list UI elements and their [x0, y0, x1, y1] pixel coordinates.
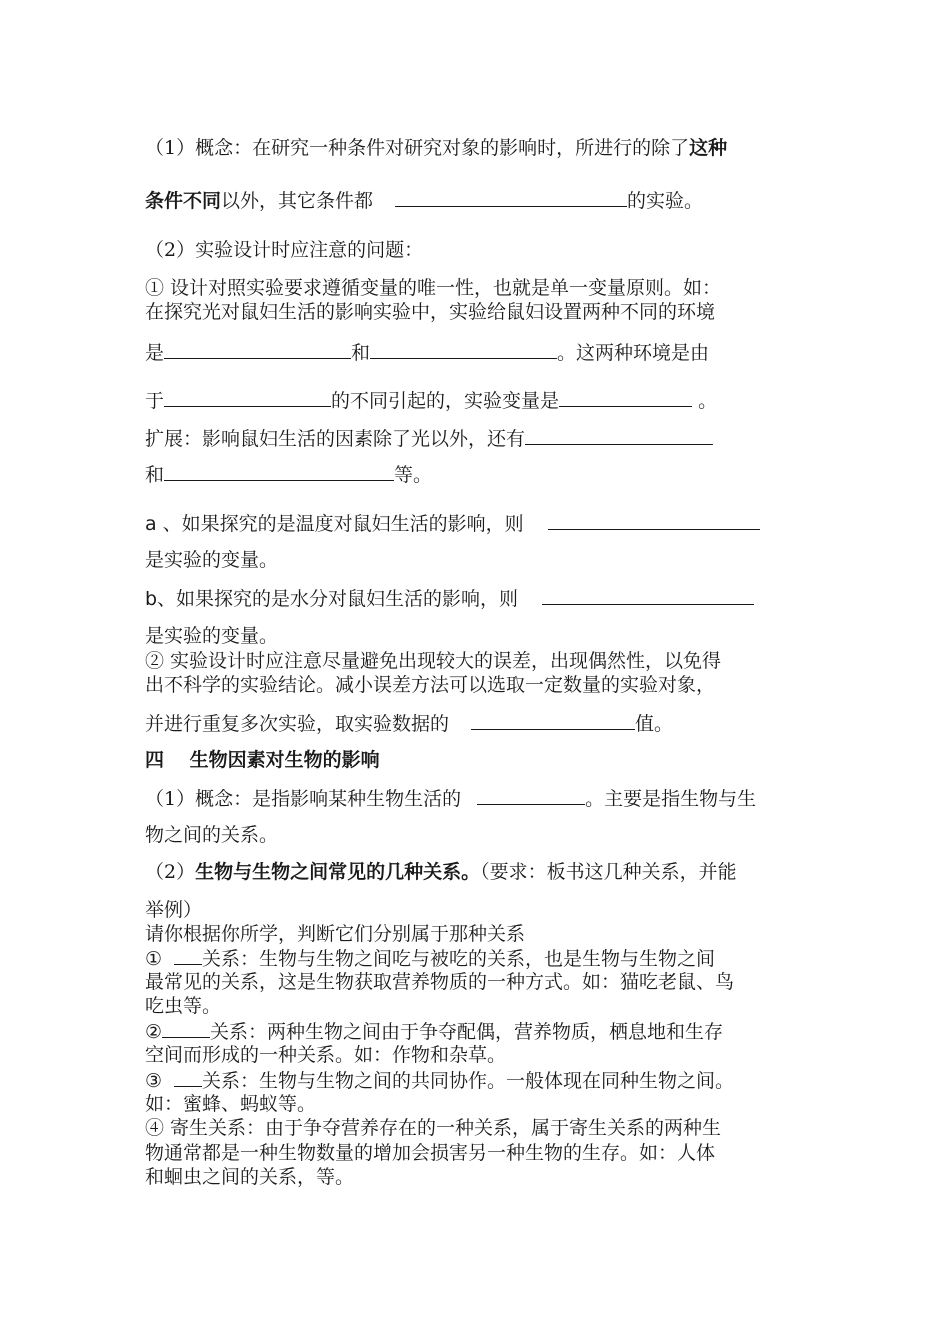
text: 和 — [351, 342, 371, 364]
bold-text: 生物与生物之间常见的几种关系。 — [195, 861, 481, 883]
paragraph-line — [145, 786, 756, 811]
paragraph-line — [145, 276, 721, 300]
paragraph-line — [145, 673, 715, 697]
text: ① — [145, 948, 163, 970]
paragraph-line — [145, 1092, 316, 1116]
text: 扩展：影响鼠妇生活的因素除了光以外，还有 — [145, 428, 526, 450]
text: 的不同引起的，实验变量是 — [331, 390, 560, 412]
paragraph-line — [145, 1043, 506, 1067]
answer-blank[interactable] — [559, 388, 692, 407]
text: ④ 寄生关系：由于争夺营养存在的一种关系，属于寄生关系的两种生 — [145, 1117, 722, 1139]
paragraph-line — [145, 922, 525, 946]
paragraph-line — [145, 586, 754, 611]
text: 举例） — [145, 899, 203, 921]
text: 的实验。 — [627, 190, 704, 212]
paragraph-line — [145, 970, 734, 994]
answer-blank[interactable] — [395, 188, 627, 207]
answer-blank[interactable] — [164, 388, 331, 407]
text: 关系：生物与生物之间吃与被吃的关系，也是生物与生物之间 — [202, 948, 716, 970]
text: 。 — [692, 390, 718, 412]
text: a 、如果探究的是温度对鼠妇生活的影响，则 — [145, 513, 524, 535]
paragraph-line — [145, 898, 202, 922]
bold-text: 这种 — [689, 137, 728, 159]
paragraph-line — [145, 426, 713, 451]
paragraph-line — [145, 1116, 721, 1140]
text: （2）实验设计时应注意的问题： — [145, 239, 424, 261]
paragraph-line — [145, 1141, 715, 1165]
paragraph-line — [145, 300, 715, 324]
paragraph-line — [145, 946, 715, 971]
text: b、如果探究的是水分对鼠妇生活的影响，则 — [145, 588, 519, 610]
answer-blank[interactable] — [525, 426, 713, 445]
answer-blank[interactable] — [370, 340, 557, 359]
text: 等。 — [394, 464, 433, 486]
answer-blank[interactable] — [164, 340, 351, 359]
paragraph-line — [145, 1019, 723, 1044]
paragraph-line — [145, 649, 721, 673]
paragraph-line — [145, 462, 432, 487]
text: 和 — [145, 464, 165, 486]
paragraph-line — [145, 188, 703, 213]
text: （1）概念：是指影响某种生物生活的 — [145, 788, 462, 810]
text: 吃虫等。 — [145, 995, 222, 1017]
answer-blank[interactable] — [542, 586, 754, 605]
text: 关系：生物与生物之间的共同协作。一般体现在同种生物之间。 — [202, 1070, 735, 1092]
text: ① 设计对照实验要求遵循变量的唯一性，也就是单一变量原则。如： — [145, 277, 722, 299]
text: 物通常都是一种生物数量的增加会损害另一种生物的生存。如：人体 — [145, 1142, 716, 1164]
text: 关系：两种生物之间由于争夺配偶，营养物质，栖息地和生存 — [210, 1021, 724, 1043]
answer-blank[interactable] — [162, 1019, 210, 1038]
heading-text: 四 生物因素对生物的影响 — [145, 749, 380, 771]
paragraph-line — [145, 1068, 734, 1093]
paragraph-line — [145, 388, 717, 413]
text: ② 实验设计时应注意尽量避免出现较大的误差，出现偶然性，以免得 — [145, 650, 722, 672]
text: 如：蜜蜂、蚂蚁等。 — [145, 1093, 317, 1115]
answer-blank[interactable] — [174, 946, 202, 965]
paragraph-line — [145, 340, 709, 365]
text: 是 — [145, 342, 165, 364]
paragraph-line — [145, 624, 278, 648]
text: 请你根据你所学，判断它们分别属于那种关系 — [145, 923, 526, 945]
answer-blank[interactable] — [548, 511, 760, 530]
text: （2） — [145, 861, 196, 883]
text: 以外，其它条件都 — [221, 190, 374, 212]
text: 最常见的关系，这是生物获取营养物质的一种方式。如：猫吃老鼠、鸟 — [145, 971, 735, 993]
answer-blank[interactable] — [164, 462, 394, 481]
text: 并进行重复多次实验，取实验数据的 — [145, 713, 450, 735]
text: （1）概念：在研究一种条件对研究对象的影响时，所进行的除了 — [145, 137, 690, 159]
text: ② — [145, 1021, 163, 1043]
text: ③ — [145, 1070, 163, 1092]
text: 物之间的关系。 — [145, 824, 279, 846]
paragraph-line — [145, 711, 673, 736]
paragraph-line — [145, 860, 737, 884]
text: 和蛔虫之间的关系，等。 — [145, 1166, 355, 1188]
text: （要求：板书这几种关系，并能 — [480, 861, 737, 883]
answer-blank[interactable] — [471, 711, 635, 730]
paragraph-line — [145, 238, 423, 262]
text: 。主要是指生物与生 — [585, 788, 757, 810]
text: 是实验的变量。 — [145, 549, 279, 571]
text: 空间而形成的一种关系。如：作物和杂草。 — [145, 1044, 507, 1066]
text: 是实验的变量。 — [145, 625, 279, 647]
paragraph-line — [145, 994, 221, 1018]
paragraph-line — [145, 1165, 354, 1189]
section-heading — [145, 748, 380, 772]
paragraph-line — [145, 548, 278, 572]
answer-blank[interactable] — [477, 786, 585, 805]
text: 值。 — [635, 713, 674, 735]
paragraph-line — [145, 136, 727, 160]
answer-blank[interactable] — [174, 1068, 202, 1087]
text: 于 — [145, 390, 165, 412]
bold-text: 条件不同 — [145, 190, 222, 212]
text: 。这两种环境是由 — [557, 342, 710, 364]
paragraph-line — [145, 823, 278, 847]
text: 出不科学的实验结论。减小误差方法可以选取一定数量的实验对象， — [145, 674, 716, 696]
text: 在探究光对鼠妇生活的影响实验中，实验给鼠妇设置两种不同的环境 — [145, 301, 716, 323]
paragraph-line — [145, 511, 760, 536]
